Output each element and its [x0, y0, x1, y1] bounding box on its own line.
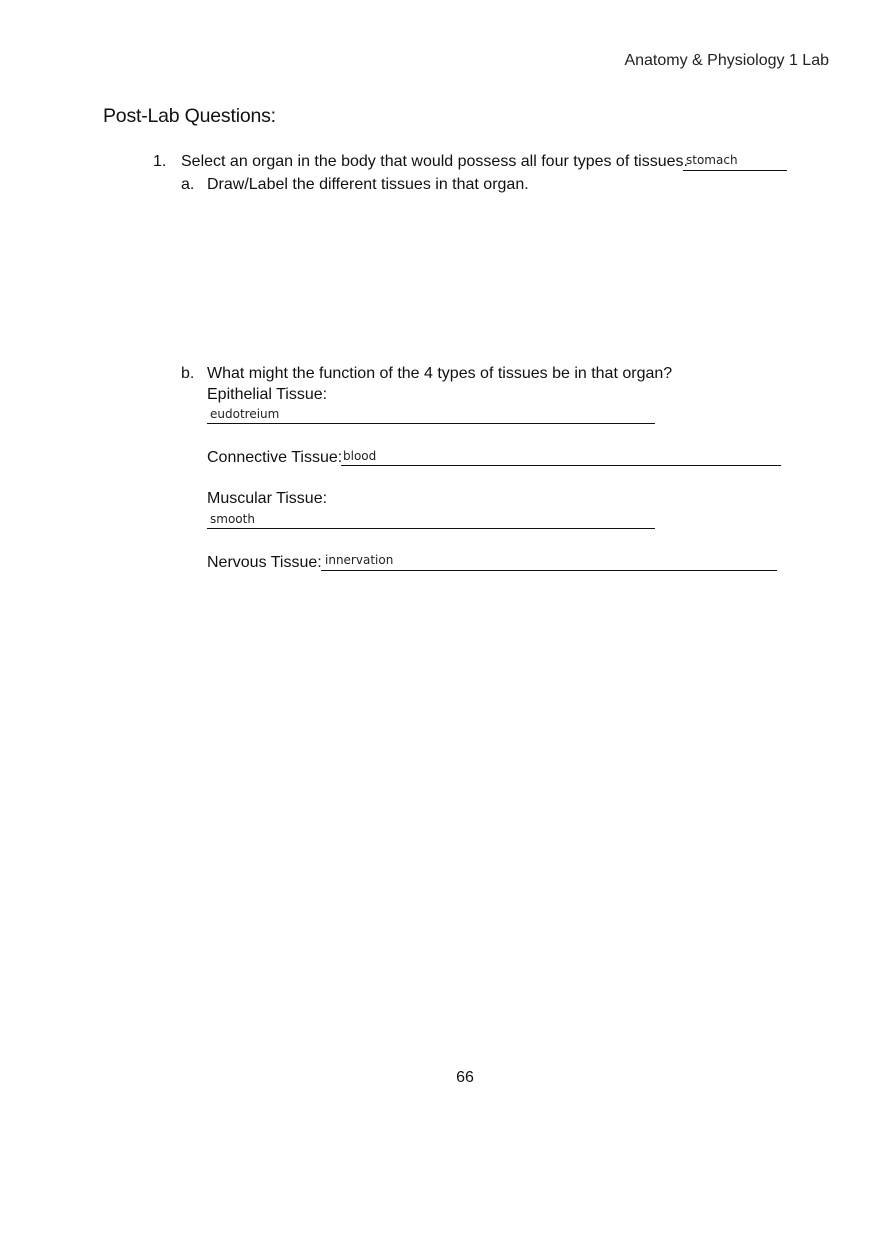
muscular-answer-field[interactable] — [207, 511, 655, 529]
organ-answer-field[interactable] — [683, 153, 787, 171]
page-number: 66 — [456, 1069, 474, 1086]
part-a-letter: a. — [181, 176, 195, 193]
connective-label: Connective Tissue: — [207, 449, 343, 466]
organ-answer-value: stomach — [686, 153, 738, 167]
nervous-answer-value: innervation — [325, 553, 394, 567]
nervous-answer-field[interactable] — [321, 553, 777, 571]
part-b-text: What might the function of the 4 types of tissues be in that organ? — [207, 365, 673, 382]
connective-answer-value: blood — [343, 449, 377, 463]
section-title: Post-Lab Questions: — [103, 105, 276, 127]
epithelial-answer-field[interactable] — [207, 406, 655, 424]
question-1-number: 1. — [153, 153, 167, 170]
course-header: Anatomy & Physiology 1 Lab — [624, 52, 829, 69]
epithelial-answer-value: eudotreium — [210, 407, 280, 421]
epithelial-label: Epithelial Tissue: — [207, 386, 328, 403]
part-b-letter: b. — [181, 365, 195, 382]
connective-answer-field[interactable] — [341, 448, 781, 466]
drawing-area[interactable] — [207, 200, 787, 360]
part-a-text: Draw/Label the different tissues in that organ. — [207, 176, 529, 193]
muscular-label: Muscular Tissue: — [207, 490, 328, 507]
nervous-label: Nervous Tissue: — [207, 554, 322, 571]
muscular-answer-value: smooth — [210, 512, 255, 526]
question-1-text: Select an organ in the body that would possess all four types of tissues. — [181, 153, 688, 170]
